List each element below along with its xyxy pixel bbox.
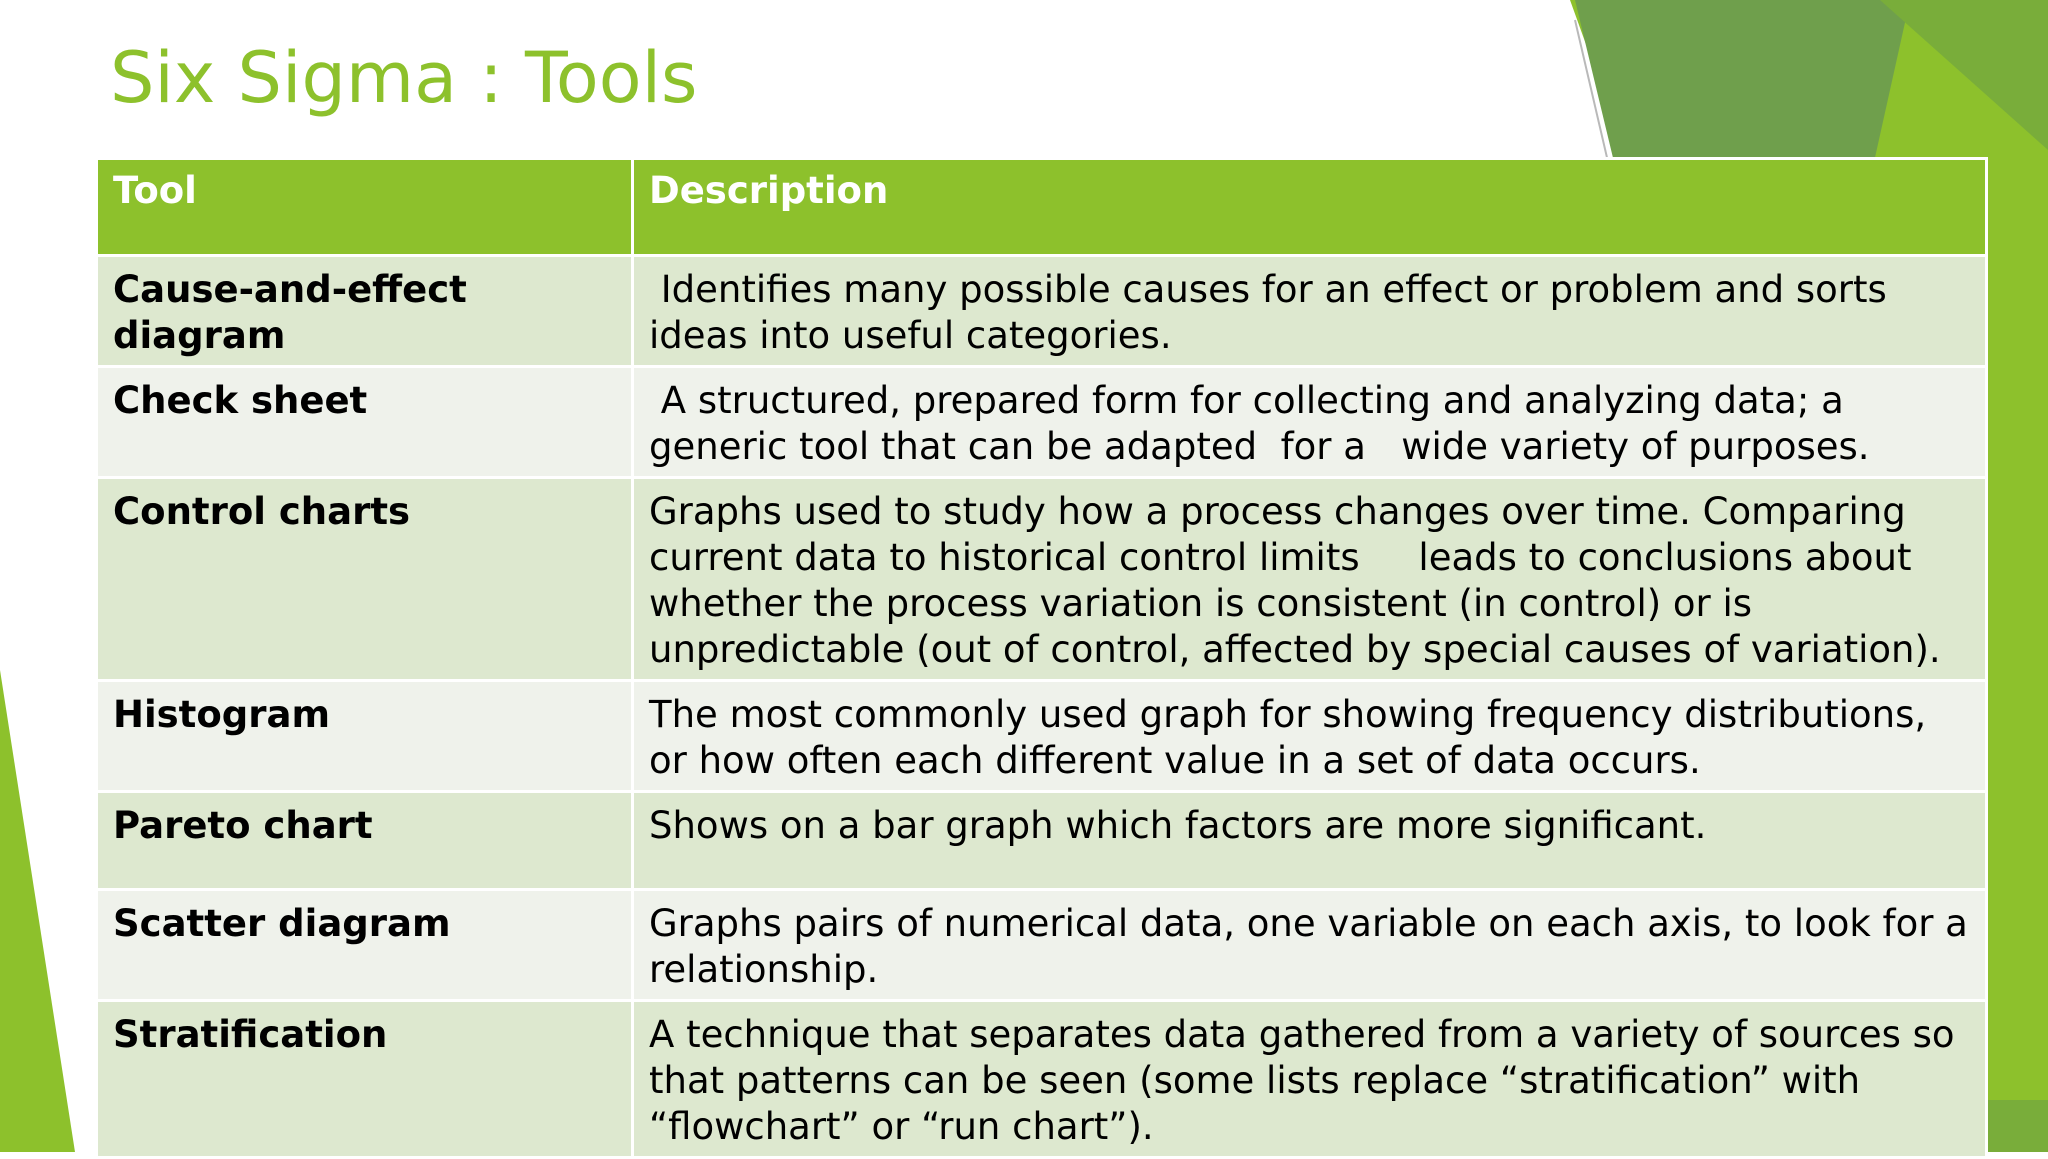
tool-name-cell: Histogram	[97, 681, 633, 792]
slide-title: Six Sigma : Tools	[110, 37, 698, 119]
tool-description-cell: Graphs used to study how a process changes over time. Comparing current data to historical control limits leads to conclusions about whether the process variation is consistent (in control) or is unpredictable (out of control, affected by special causes of variation).	[633, 478, 1987, 681]
table-header-row	[97, 159, 1987, 256]
column-header-tool: Tool	[97, 159, 633, 256]
table-row	[97, 890, 1987, 1001]
tool-description-cell: Identifies many possible causes for an effect or problem and sorts ideas into useful categories.	[633, 256, 1987, 367]
tools-table	[95, 157, 1988, 1159]
facet-shape-left	[0, 670, 75, 1152]
column-header-description: Description	[633, 159, 1987, 256]
tool-name-cell: Stratification	[97, 1001, 633, 1158]
tool-description-cell: A structured, prepared form for collecting and analyzing data; a generic tool that can be adapted for a wide variety of purposes.	[633, 367, 1987, 478]
tool-name-cell: Pareto chart	[97, 792, 633, 890]
table-row	[97, 681, 1987, 792]
tool-name-cell: Check sheet	[97, 367, 633, 478]
tool-description-cell: Graphs pairs of numerical data, one variable on each axis, to look for a relationship.	[633, 890, 1987, 1001]
table-row	[97, 367, 1987, 478]
table-row	[97, 478, 1987, 681]
table-row	[97, 256, 1987, 367]
tool-description-cell: The most commonly used graph for showing frequency distributions, or how often each different value in a set of data occurs.	[633, 681, 1987, 792]
tool-name-cell: Cause-and-effect diagram	[97, 256, 633, 367]
tool-name-cell: Scatter diagram	[97, 890, 633, 1001]
tool-name-cell: Control charts	[97, 478, 633, 681]
tool-description-cell: A technique that separates data gathered from a variety of sources so that patterns can be seen (some lists replace “stratification” with “flowchart” or “run chart”).	[633, 1001, 1987, 1158]
tool-description-cell: Shows on a bar graph which factors are more significant.	[633, 792, 1987, 890]
table-row	[97, 1001, 1987, 1158]
table-row	[97, 792, 1987, 890]
